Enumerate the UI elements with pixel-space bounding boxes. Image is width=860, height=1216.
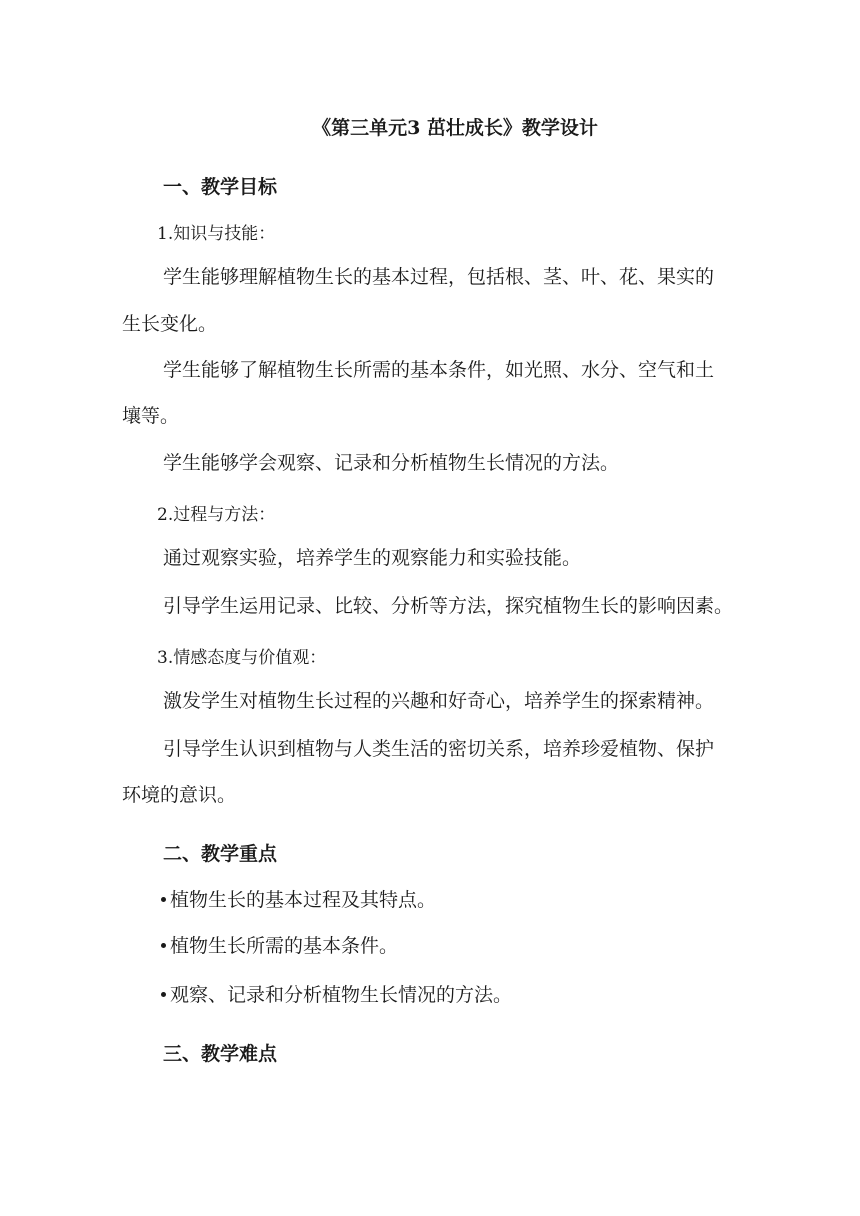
paragraph-text: 学生能够了解植物生长所需的基本条件，如光照、水分、空气和土 [163,359,715,381]
bullet-icon [161,943,166,948]
list-item [161,934,398,958]
paragraph-text: 引导学生认识到植物与人类生活的密切关系，培养珍爱植物、保护 [163,738,715,760]
subheading-process-methods: 2.过程与方法： [157,505,276,525]
paragraph-text: 学生能够学会观察、记录和分析植物生长情况的方法。 [163,452,620,474]
section-heading-objectives: 一、教学目标 [163,176,278,198]
list-item [161,888,436,912]
paragraph-text: 引导学生运用记录、比较、分析等方法，探究植物生长的影响因素。 [163,595,734,617]
list-item-text: 植物生长的基本过程及其特点。 [170,889,437,911]
bullet-icon [161,992,166,997]
subheading-knowledge-skills: 1.知识与技能： [157,224,276,244]
paragraph-text: 激发学生对植物生长过程的兴趣和好奇心，培养学生的探索精神。 [163,690,715,712]
paragraph-text: 学生能够理解植物生长的基本过程，包括根、茎、叶、花、果实的 [163,266,715,288]
document-title: 《第三单元3 茁壮成长》教学设计 [312,117,598,139]
subheading-attitudes-values: 3.情感态度与价值观： [157,648,327,668]
section-heading-difficulties: 三、教学难点 [163,1043,278,1065]
section-heading-key-points: 二、教学重点 [163,843,278,865]
list-item-text: 植物生长所需的基本条件。 [170,935,399,957]
paragraph-text: 环境的意识。 [122,784,237,806]
list-item [161,983,512,1007]
bullet-icon [161,897,166,902]
paragraph-text: 生长变化。 [122,313,218,335]
list-item-text: 观察、记录和分析植物生长情况的方法。 [170,984,513,1006]
paragraph-text: 壤等。 [122,405,180,427]
paragraph-text: 通过观察实验，培养学生的观察能力和实验技能。 [163,547,582,569]
